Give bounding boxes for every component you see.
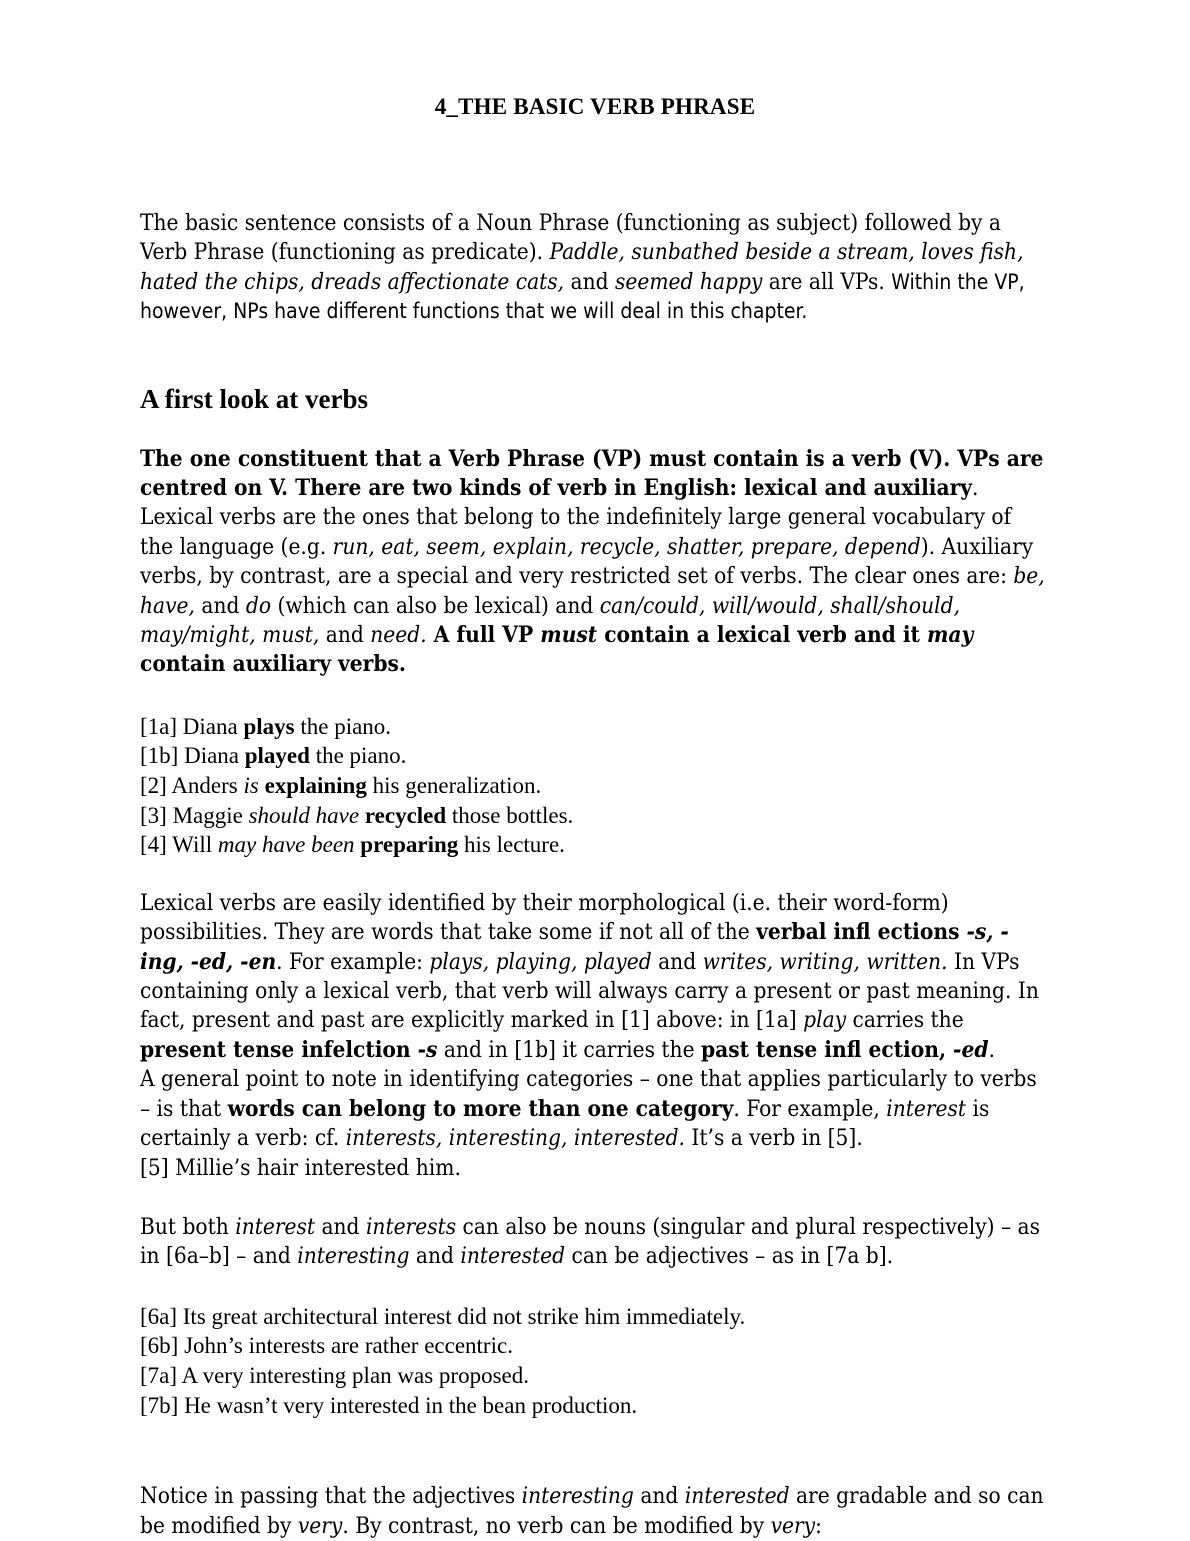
intro-sans-part: Within the VP, however, NPs have different functions that we will deal in this chapter.	[140, 269, 1025, 324]
gen-italic-interest: interest	[886, 1095, 967, 1122]
example-label: [3]	[140, 802, 173, 828]
nt-mid-1: and	[633, 1483, 685, 1510]
example-pre: Diana	[182, 713, 244, 739]
nt-end-colon: :	[815, 1512, 822, 1539]
example-line-5: [5] Millie’s hair interested him.	[140, 1154, 461, 1181]
lex-end-period: .	[988, 1036, 995, 1063]
gen-mid-2: is certainly a verb: cf.	[140, 1095, 990, 1152]
spacer-before-notice	[140, 1420, 1050, 1482]
example-label: [4]	[140, 832, 173, 858]
vp-mid-4: and	[319, 622, 371, 649]
spacer-after-heading	[140, 415, 1050, 445]
spacer-before-examples-2	[140, 1272, 1050, 1302]
nt-italic-interested: interested	[684, 1483, 790, 1510]
bb-lead: But both	[140, 1213, 236, 1240]
example-line	[140, 741, 1050, 771]
paragraph-general-point	[140, 1065, 1050, 1153]
nt-mid-3: . By contrast, no verb can be modified by	[342, 1512, 771, 1539]
example-line	[140, 801, 1050, 831]
bb-italic-interested: interested	[460, 1243, 566, 1270]
document-content	[140, 0, 1050, 1541]
lex-mid-and: and	[651, 948, 703, 975]
example-label: [1a]	[140, 713, 183, 739]
lex-mid-4: and in [1b] it carries the	[437, 1036, 701, 1063]
lex-mid-2: In VPs containing only a lexical verb, that verb will always carry a present or past meaning. In fact, present and past are explicitly marked in [1] above: in [1a]	[140, 948, 1039, 1034]
nt-lead: Notice in passing that the adjectives	[140, 1483, 522, 1510]
vp-after-bold: . Lexical verbs are the ones that belong to the indefinitely large general vocabulary of the language (e.g.	[140, 475, 1012, 560]
intro-serif-lead: The basic sentence consists of a Noun Phrase (functioning as subject) followed by a Verb Phrase (functioning as predicate).	[140, 210, 1001, 266]
lex-italic-plays: plays, playing, played	[429, 948, 652, 975]
vp-bold-tail-1: A full VP	[426, 622, 541, 649]
bb-mid-2: can also be nouns (singular and plural respectively) – as in [6a–b] – and	[140, 1213, 1040, 1270]
example-italic-aux: may have been	[217, 832, 361, 858]
gen-mid-1: . For example,	[733, 1095, 887, 1122]
spacer-before-lexical-paragraph	[140, 860, 1050, 889]
vp-italic-do: do	[245, 592, 272, 619]
example-bold-verb: recycled	[364, 802, 447, 828]
nt-italic-interesting: interesting	[521, 1483, 634, 1510]
lex-bold-italic-s: -s	[417, 1036, 438, 1063]
vp-bold-tail-3: contain auxiliary verbs.	[140, 651, 406, 678]
example-italic-aux: should have	[248, 802, 365, 828]
gen-italic-interests-forms: interests, interesting, interested.	[345, 1125, 685, 1152]
gen-bold-words-category: words can belong to more than one category	[227, 1095, 734, 1122]
bb-mid-1: and	[315, 1213, 366, 1240]
nt-mid-2: are gradable and so can be modified by	[140, 1483, 1044, 1539]
example-bold-verb: preparing	[360, 832, 459, 858]
example-post: the piano.	[294, 713, 392, 739]
bb-mid-4: can be adjectives – as in [7a b].	[565, 1243, 894, 1270]
lex-italic-play: play	[803, 1007, 847, 1034]
lex-bold-italic-suffixes: -s, -ing, -ed, -en	[140, 919, 1009, 975]
example-line: [6b] John’s interests are rather eccentric.	[140, 1333, 513, 1359]
bb-mid-3: and	[409, 1243, 461, 1270]
example-italic-aux: is	[243, 773, 265, 799]
example-label: [1b]	[140, 743, 185, 769]
example-bold-verb: explaining	[264, 773, 367, 799]
example-list-2	[140, 1302, 1050, 1420]
vp-mid-2: and	[194, 592, 246, 619]
example-list-1	[140, 712, 1050, 860]
example-line: [6a] Its great architectural interest did not strike him immediately.	[140, 1303, 746, 1329]
paragraph-notice-gradable	[140, 1482, 1050, 1541]
gen-lead: A general point to note in identifying categories – one that applies particularly to verbs – is that	[140, 1066, 1037, 1122]
spacer-before-but-both	[140, 1183, 1050, 1213]
bb-italic-interest: interest	[235, 1213, 316, 1240]
example-post: the piano.	[309, 743, 407, 769]
lex-lead: Lexical verbs are easily identified by their morphological (i.e. their word-form) possibilities. They are words that take some if not all of the	[140, 889, 949, 946]
spacer-before-heading	[140, 327, 1050, 383]
example-pre: Will	[172, 832, 218, 858]
example-post: his lecture.	[458, 832, 565, 858]
vp-italic-modals: can/could, will/would, shall/should, may/might, must,	[140, 592, 960, 649]
example-label: [2]	[140, 773, 172, 799]
nt-italic-very-1: very	[297, 1512, 343, 1539]
gen-mid-3: It’s a verb in [5].	[684, 1125, 863, 1152]
spacer-after-title	[140, 121, 1050, 209]
example-post: his generalization.	[366, 773, 542, 799]
example-line: [7b] He wasn’t very interested in the bean production.	[140, 1392, 638, 1418]
example-line	[140, 771, 1050, 801]
vp-bold-lexical-auxiliary: lexical and auxiliary	[743, 475, 973, 502]
paragraph-vp-definition	[140, 445, 1050, 680]
bb-italic-interesting: interesting	[297, 1243, 410, 1270]
lex-bold-inflections: verbal infl ections	[756, 919, 967, 946]
vp-mid-1: ). Auxiliary verbs, by contrast, are a special and very restricted set of verbs. The clear ones are:	[140, 533, 1034, 590]
vp-italic-lexical-list: run, eat, seem, explain, recycle, shatter, prepare, depend	[332, 533, 921, 560]
example-post: those bottles.	[446, 802, 574, 828]
example-line	[140, 712, 1050, 742]
bb-italic-interests: interests	[365, 1213, 457, 1240]
vp-bold-italic-must: must	[540, 622, 598, 649]
lex-bold-past-tense: past tense infl ection,	[701, 1036, 954, 1063]
example-line: [7a] A very interesting plan was proposed.	[140, 1362, 529, 1388]
paragraph-lexical-inflections	[140, 889, 1050, 1065]
intro-paragraph	[140, 209, 1050, 327]
example-pre: Anders	[171, 773, 244, 799]
intro-serif-end: are all VPs.	[762, 268, 892, 295]
intro-serif-mid: and	[564, 268, 616, 295]
example-bold-verb: plays	[243, 713, 295, 739]
spacer-before-examples-1	[140, 680, 1050, 712]
example-pre: Diana	[184, 743, 245, 769]
lex-after-suffixes: . For example:	[276, 948, 430, 975]
paragraph-but-both	[140, 1213, 1050, 1272]
example-pre: Maggie	[172, 802, 249, 828]
example-bold-verb: played	[244, 743, 310, 769]
example-line	[140, 830, 1050, 860]
vp-italic-be-have: be, have,	[140, 563, 1045, 619]
vp-bold-colon: :	[729, 475, 744, 502]
vp-italic-need: need.	[370, 622, 427, 649]
vp-bold-tail-2: contain a lexical verb and it	[597, 622, 927, 649]
lex-bold-italic-ed: -ed	[953, 1036, 989, 1063]
page-title: 4_THE BASIC VERB PHRASE	[434, 94, 756, 119]
intro-italic-examples: Paddle, sunbathed beside a stream, loves fish, hated the chips, dreads affectionate cats,	[140, 239, 1024, 295]
lex-italic-writes: writes, writing, written.	[702, 948, 948, 975]
nt-italic-very-2: very	[770, 1512, 816, 1539]
section-heading-first-look: A first look at verbs	[140, 383, 368, 414]
vp-bold-lead: The one constituent that a Verb Phrase (VP) must contain is a verb (V). VPs are centred on V. There are two kinds of verb in English	[140, 445, 1044, 502]
intro-italic-tail: seemed happy	[615, 268, 763, 295]
vp-bold-italic-may: may	[926, 622, 974, 649]
lex-mid-3: carries the	[846, 1007, 964, 1034]
lex-bold-present-tense: present tense infelction	[140, 1036, 418, 1063]
vp-mid-3: (which can also be lexical) and	[271, 592, 600, 619]
